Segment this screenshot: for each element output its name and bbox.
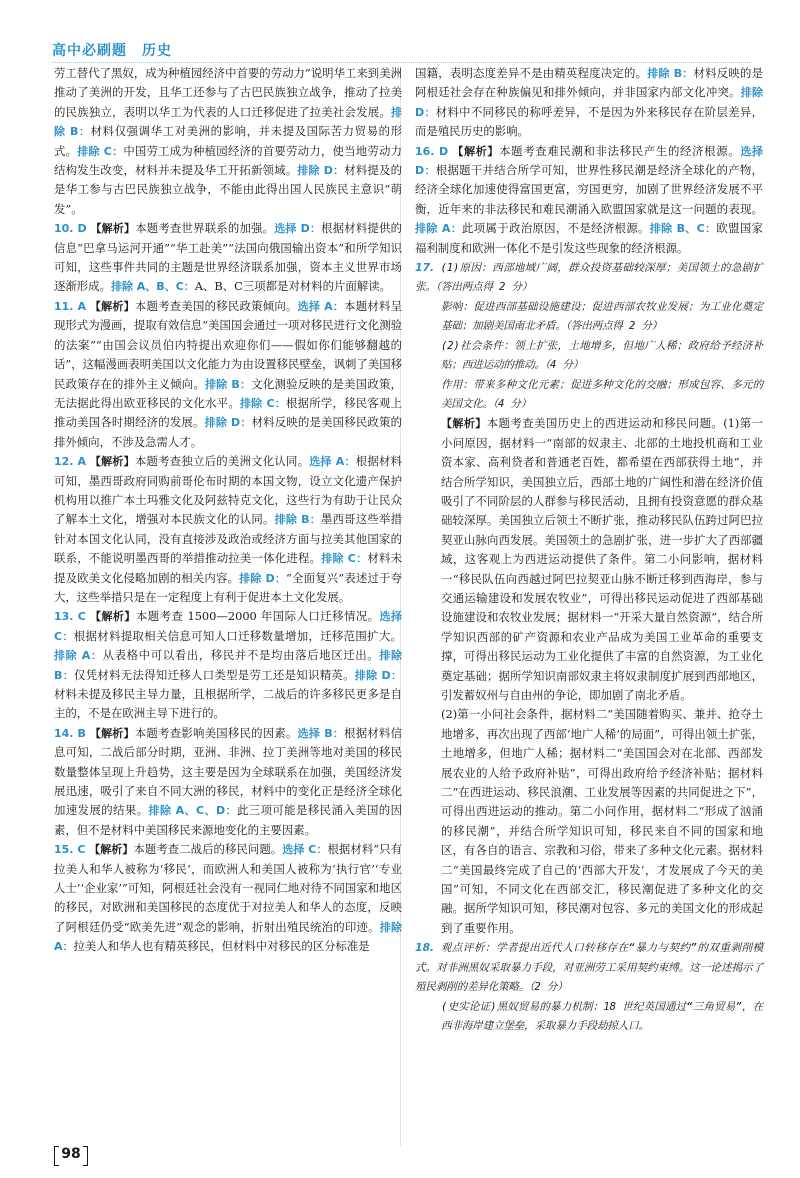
answer-item-16: 16. D 【解析】本题考查难民潮和非法移民产生的经济根源。选择 D：根据题干并结合所学可知，世界性移民潮是经济全球化的产物，经济全球化加速使得富国更富，穷国更穷，加剧了世界经济发展不平衡，近年来的非法移民和难民潮涌入欧盟国家就是这一问题的表现。排除 A：此项属于政治原因，不是经济根源。排除 B、C：欧盟国家福利制度和欧洲一体化不是引发这些现象的经济根源。	[415, 143, 763, 255]
question-number: 14. B	[54, 726, 86, 740]
question-number: 16. D	[415, 144, 449, 158]
right-column	[415, 64, 763, 1036]
page-number: 98	[54, 1144, 88, 1166]
model-answer: (史实论证)黑奴贸易的暴力机制：18 世纪英国通过“三角贸易”，在西非海岸建立堡垒，采取暴力手段劫掠人口。	[441, 1000, 763, 1032]
question-number: 10. D	[54, 222, 87, 236]
page-header-title: 高中必刷题 历史	[52, 43, 172, 59]
model-answer: 17. (1)原因：西部地域广阔，群众投资基础较深厚；美国领土的急剧扩张。（答出两点得 2 分）	[415, 261, 763, 294]
analysis-paragraph: 【解析】本题考查美国历史上的西进运动和移民问题。(1)第一小问原因，据材料一“南部的奴隶主、北部的土地投机商和工业资本家、高利贷者和普通老百姓，都希望在西部获得土地”，并结合所学知识，美国独立后，西部土地的广阔性和潜在经济价值吸引了不同阶层的人群参与移民活动，且拥有投资意愿的群众基础较深厚。美国独立后领土不断扩张，推动移民队伍跨过阿巴拉契亚山脉向西发展。美国领土的急剧扩张，进一步扩大了西部疆域，这客观上为西进运动提供了条件。第二小问影响，据材料一“移民队伍向西越过阿巴拉契亚山脉不断迁移到西海岸，参与交通运输建设和发展农牧业”，可得出移民运动促进了西部基础设施建设和农牧业发展；据材料一“开采大量自然资源”，结合所学知识西部的矿产资源和农业产品成为美国工业革命的重要支撑，可得出移民运动为工业化提供了丰富的自然资源，为工业化奠定基础；据所学知识南部奴隶主将奴隶制度扩展到西部地区，引发蓄奴州与自由州的争论，即加剧了南北矛盾。	[441, 416, 763, 702]
answer-item-14: 14. B 【解析】本题考查影响美国移民的因素。选择 B：根据材料信息可知，二战后部分时期，亚洲、非洲、拉丁美洲等地对美国的移民数量整体呈现上升趋势，这主要是因为全球联系在加强，美国经济发展迅速，吸引了来自不同大洲的移民，材料中的变化正是经济全球化加速发展的结果。排除 A、C、D：此三项可能是移民涌入美国的因素，但不是材料中美国移民来源地变化的主要因素。	[54, 725, 402, 837]
question-number: 18.	[415, 941, 434, 955]
header-divider	[52, 62, 752, 63]
question-number: 13. C	[54, 610, 86, 624]
answer-item-17	[415, 258, 763, 938]
answer-item-18	[415, 938, 763, 1036]
question-number: 17.	[415, 261, 434, 275]
analysis-paragraph: (2)第一小问社会条件，据材料二“美国随着购买、兼并、抢夺土地增多，再次出现了西部‘地广人稀’的局面”，可得出领土扩张，土地增多，但地广人稀；据材料二“美国国会对在北部、西部发展农业的人给予政府补贴”，可得出政府给予经济补贴；据材料二“在西进运动、移民浪潮、工业发展等因素的共同促进之下”，可得出西进运动的推动。第二小问作用，据材料二“形成了汹涌的移民潮”，并结合所学知识可知，移民来自不同的国家和地区，有各自的语言、宗教和习俗，带来了多种文化元素。据材料二“美国最终完成了自己的‘西部大开发’，才发展成了今天的美国”可知，不同文化在西部交汇，移民潮促进了多种文化的交融。据所学知识可知，移民潮对包容、多元的美国文化的形成起到了重要作用。	[441, 707, 763, 935]
answer-item-12: 12. A 【解析】本题考查独立后的美洲文化认同。选择 A：根据材料可知，墨西哥政府同购前哥伦布时期的本国文物，设立文化遗产保护机构用以推广本土玛雅文化及阿兹特克文化，这些行为有助于让民众了解本土文化，增强对本民族文化的认同。排除 B：墨西哥这些举措针对本国文化认同，没有直接涉及政治或经济方面与拉美其他国家的联系，不能说明墨西哥的举措推动拉美一体化进程。排除 C：材料未提及欧美文化侵略加剧的相关内容。排除 D：“全面复兴”表述过于夸大，这些举措只是在一定程度上有利于促进本土文化发展。	[54, 454, 402, 604]
model-answer: (2)社会条件：领土扩张，土地增多，但地广人稀；政府给予经济补贴；西进运动的推动。（4 分）	[441, 339, 763, 372]
question-number: 15. C	[54, 843, 86, 857]
answer-item-15: 15. C 【解析】本题考查二战后的移民问题。选择 C：根据材料“只有拉美人和华人被称为‘移民’，而欧洲人和美国人被称为‘执行官’‘专业人士’‘企业家’”可知，阿根廷社会没有一视同仁地对待不同国家和地区的移民，对欧洲和美国移民的态度优于对拉美人和华人的态度，反映了阿根廷仍受“欧美先进”观念的影响，折射出殖民统治的印迹。排除 A：拉美人和华人也有精英移民，但材料中对移民的区分标准是	[54, 842, 403, 954]
answer-item-10: 10. D 【解析】本题考查世界联系的加强。选择 D：根据材料提供的信息“巴拿马运河开通”“华工赴美”“法国向俄国输出资本”和所学知识可知，这些事件共同的主题是世界经济联系加强，资本主义世界市场逐渐形成。排除 A、B、C：A、B、C三项都是对材料的片面解读。	[54, 221, 402, 294]
answer-item-13: 13. C 【解析】本题考查 1500—2000 年国际人口迁移情况。选择 C：根据材料提取相关信息可知人口迁移数量增加，迁移范围扩大。排除 A：从表格中可以看出，移民并不是均由落后地区迁出。排除 B：仅凭材料无法得知迁移人口类型是劳工还是知识精英。排除 D：材料未提及移民主导力量，且根据所学，二战后的许多移民更多是自主的，不是在欧洲主导下进行的。	[54, 609, 403, 721]
model-answer: 作用：带来多种文化元素；促进多种文化的交融；形成包容、多元的美国文化。（4 分）	[441, 378, 763, 410]
answer-continuation: 国籍，表明态度差异不是由精英程度决定的。排除 B：材料反映的是阿根廷社会存在种族偏见和排外倾向，并非国家内部文化冲突。排除 D：材料中不同移民的称呼差异，不是因为外来移民存在阶层差异，而是殖民历史的影响。	[415, 66, 763, 139]
answer-continuation: 劳工替代了黑奴，成为种植园经济中首要的劳动力”说明华工来到美洲推动了美洲的开发，且华工还参与了古巴民族独立战争，推动了拉美的民族独立，表明以华工为代表的人口迁移促进了拉美社会发展。排除 B：材料仅强调华工对美洲的影响，并未提及国际苦力贸易的形式。排除 C：中国劳工成为种植园经济的首要劳动力，使当地劳动力结构发生改变，材料并未提及华工开拓新领域。排除 D：材料提及的是华工参与古巴民族独立战争，不能由此得出国人民族民主意识“萌发”。	[54, 66, 402, 216]
question-number: 11. A	[54, 299, 87, 313]
bracket-right	[83, 1146, 88, 1166]
model-answer: 影响：促进西部基础设施建设；促进西部农牧业发展；为工业化奠定基础；加剧美国南北矛盾。（答出两点得 2 分）	[441, 300, 763, 333]
answer-item-11: 11. A 【解析】本题考查美国的移民政策倾向。选择 A：本题材料呈现形式为漫画，提取有效信息“美国国会通过一项对移民进行文化测验的法案”“由国会议员伯内特提出欢迎你们——假如你们能够翻越的话”，这幅漫画表明美国以文化能力为由设置移民壁垒，讽刺了美国移民政策存在的排外主义倾向。排除 B：文化测验反映的是美国政策，无法据此得出欧亚移民的文化水平。排除 C：根据所学，移民客观上推动美国各时期经济的发展。排除 D：材料反映的是美国移民政策的排外倾向，不涉及急需人才。	[54, 298, 402, 449]
left-column	[54, 64, 402, 957]
question-number: 12. A	[54, 455, 87, 469]
bracket-left	[54, 1146, 59, 1166]
model-answer: 18. 观点评析：学者提出近代人口转移存在“暴力与契约”的双重剥削模式。对非洲黑奴采取暴力手段，对亚洲劳工采用契约束缚。这一论述揭示了殖民剥削的差异化策略。（2 分）	[415, 941, 763, 994]
